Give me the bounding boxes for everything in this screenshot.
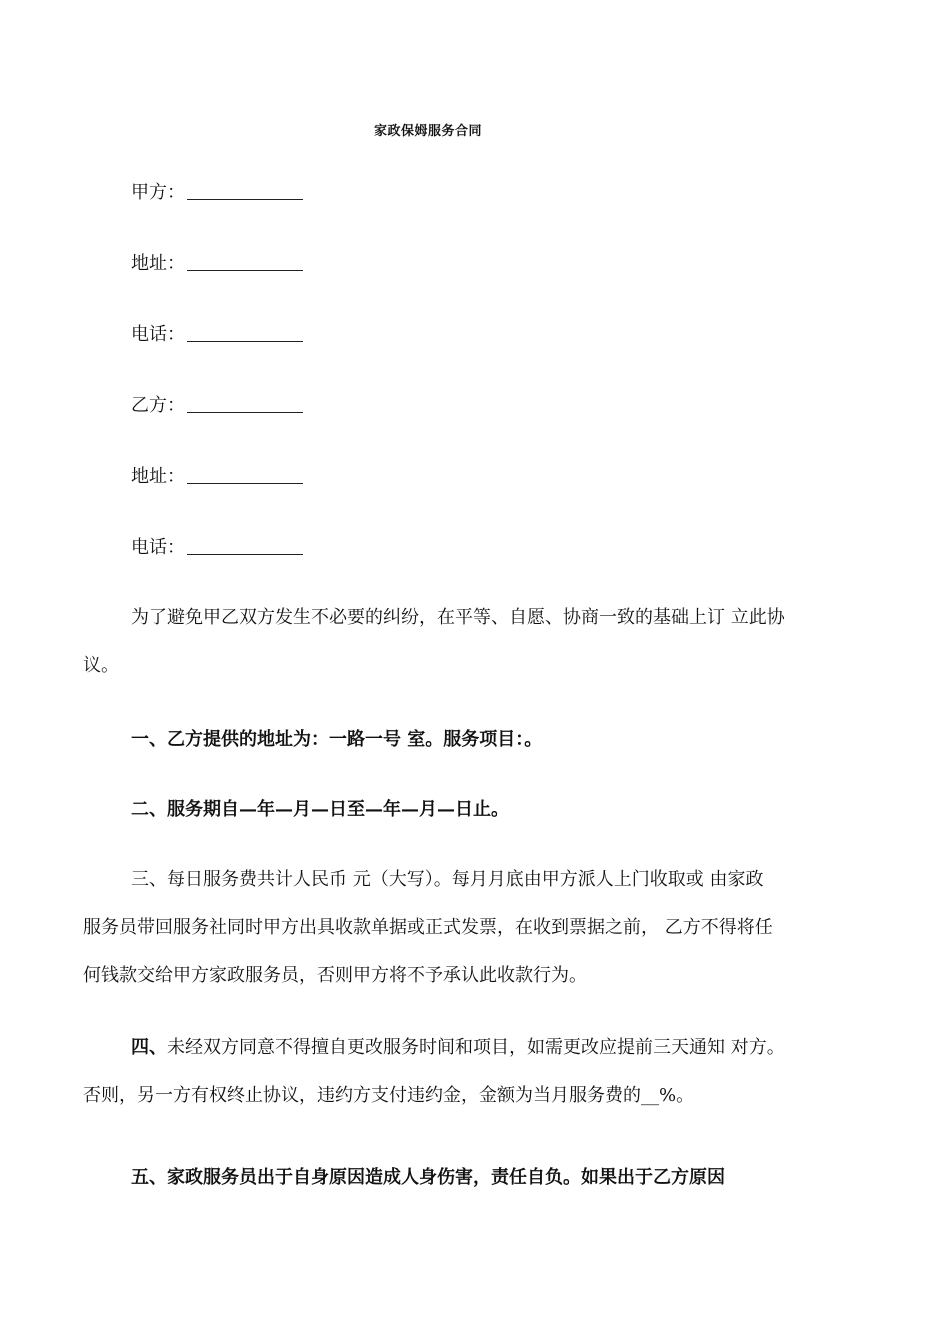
- clause-1: [83, 716, 873, 764]
- clause-3: [83, 856, 873, 1000]
- clause-5-text: 五、家政服务员出于自身原因造成人身伤害，责任自负。如果出于乙方原因: [131, 1167, 725, 1188]
- document-title: 家政保姆服务合同: [373, 124, 482, 139]
- clause-2-text: 二、服务期自—年—月—日至—年—月—日止。: [131, 799, 509, 820]
- party-a-field: [131, 181, 303, 205]
- party-b-phone-label: 电话：: [131, 537, 185, 558]
- intro-paragraph: [83, 594, 873, 690]
- intro-line-2: 议。: [83, 655, 119, 676]
- clause-4-line-1: [83, 1024, 873, 1072]
- party-b-field: [131, 394, 303, 418]
- party-a-phone-field: [131, 323, 303, 347]
- party-a-phone-label: 电话：: [131, 324, 185, 345]
- party-a-address-blank: [187, 252, 303, 271]
- clause-4-line-1-text: 未经双方同意不得擅自更改服务时间和项目，如需更改应提前三天通知 对方。: [167, 1037, 785, 1058]
- party-b-phone-field: [131, 536, 303, 560]
- clause-3-line-2: 服务员带回服务社同时甲方出具收款单据或正式发票，在收到票据之前， 乙方不得将任: [83, 917, 773, 938]
- party-a-phone-blank: [187, 323, 303, 342]
- clause-4: [83, 1024, 873, 1120]
- party-a-blank: [187, 181, 303, 200]
- party-b-label: 乙方：: [131, 395, 185, 416]
- clause-2: [83, 786, 873, 834]
- party-b-address-blank: [187, 465, 303, 484]
- clause-3-line-3: 何钱款交给甲方家政服务员，否则甲方将不予承认此收款行为。: [83, 965, 587, 986]
- intro-line-1: 为了避免甲乙双方发生不必要的纠纷，在平等、自愿、协商一致的基础上订 立此协: [131, 607, 785, 628]
- clause-4-lead: 四、: [131, 1037, 167, 1058]
- clause-3-line-1: 三、每日服务费共计人民币 元（大写）。每月月底由甲方派人上门收取或 由家政: [131, 869, 764, 890]
- clause-4-line-2: 否则，另一方有权终止协议，违约方支付违约金，金额为当月服务费的__%。: [83, 1085, 695, 1106]
- party-a-address-label: 地址：: [131, 253, 185, 274]
- clause-5: [83, 1154, 873, 1202]
- party-b-address-field: [131, 465, 303, 489]
- party-b-address-label: 地址：: [131, 466, 185, 487]
- party-b-blank: [187, 394, 303, 413]
- party-a-address-field: [131, 252, 303, 276]
- party-a-label: 甲方：: [131, 182, 185, 203]
- party-b-phone-blank: [187, 536, 303, 555]
- clause-1-text: 一、乙方提供的地址为：一路一号 室。服务项目：。: [131, 729, 543, 750]
